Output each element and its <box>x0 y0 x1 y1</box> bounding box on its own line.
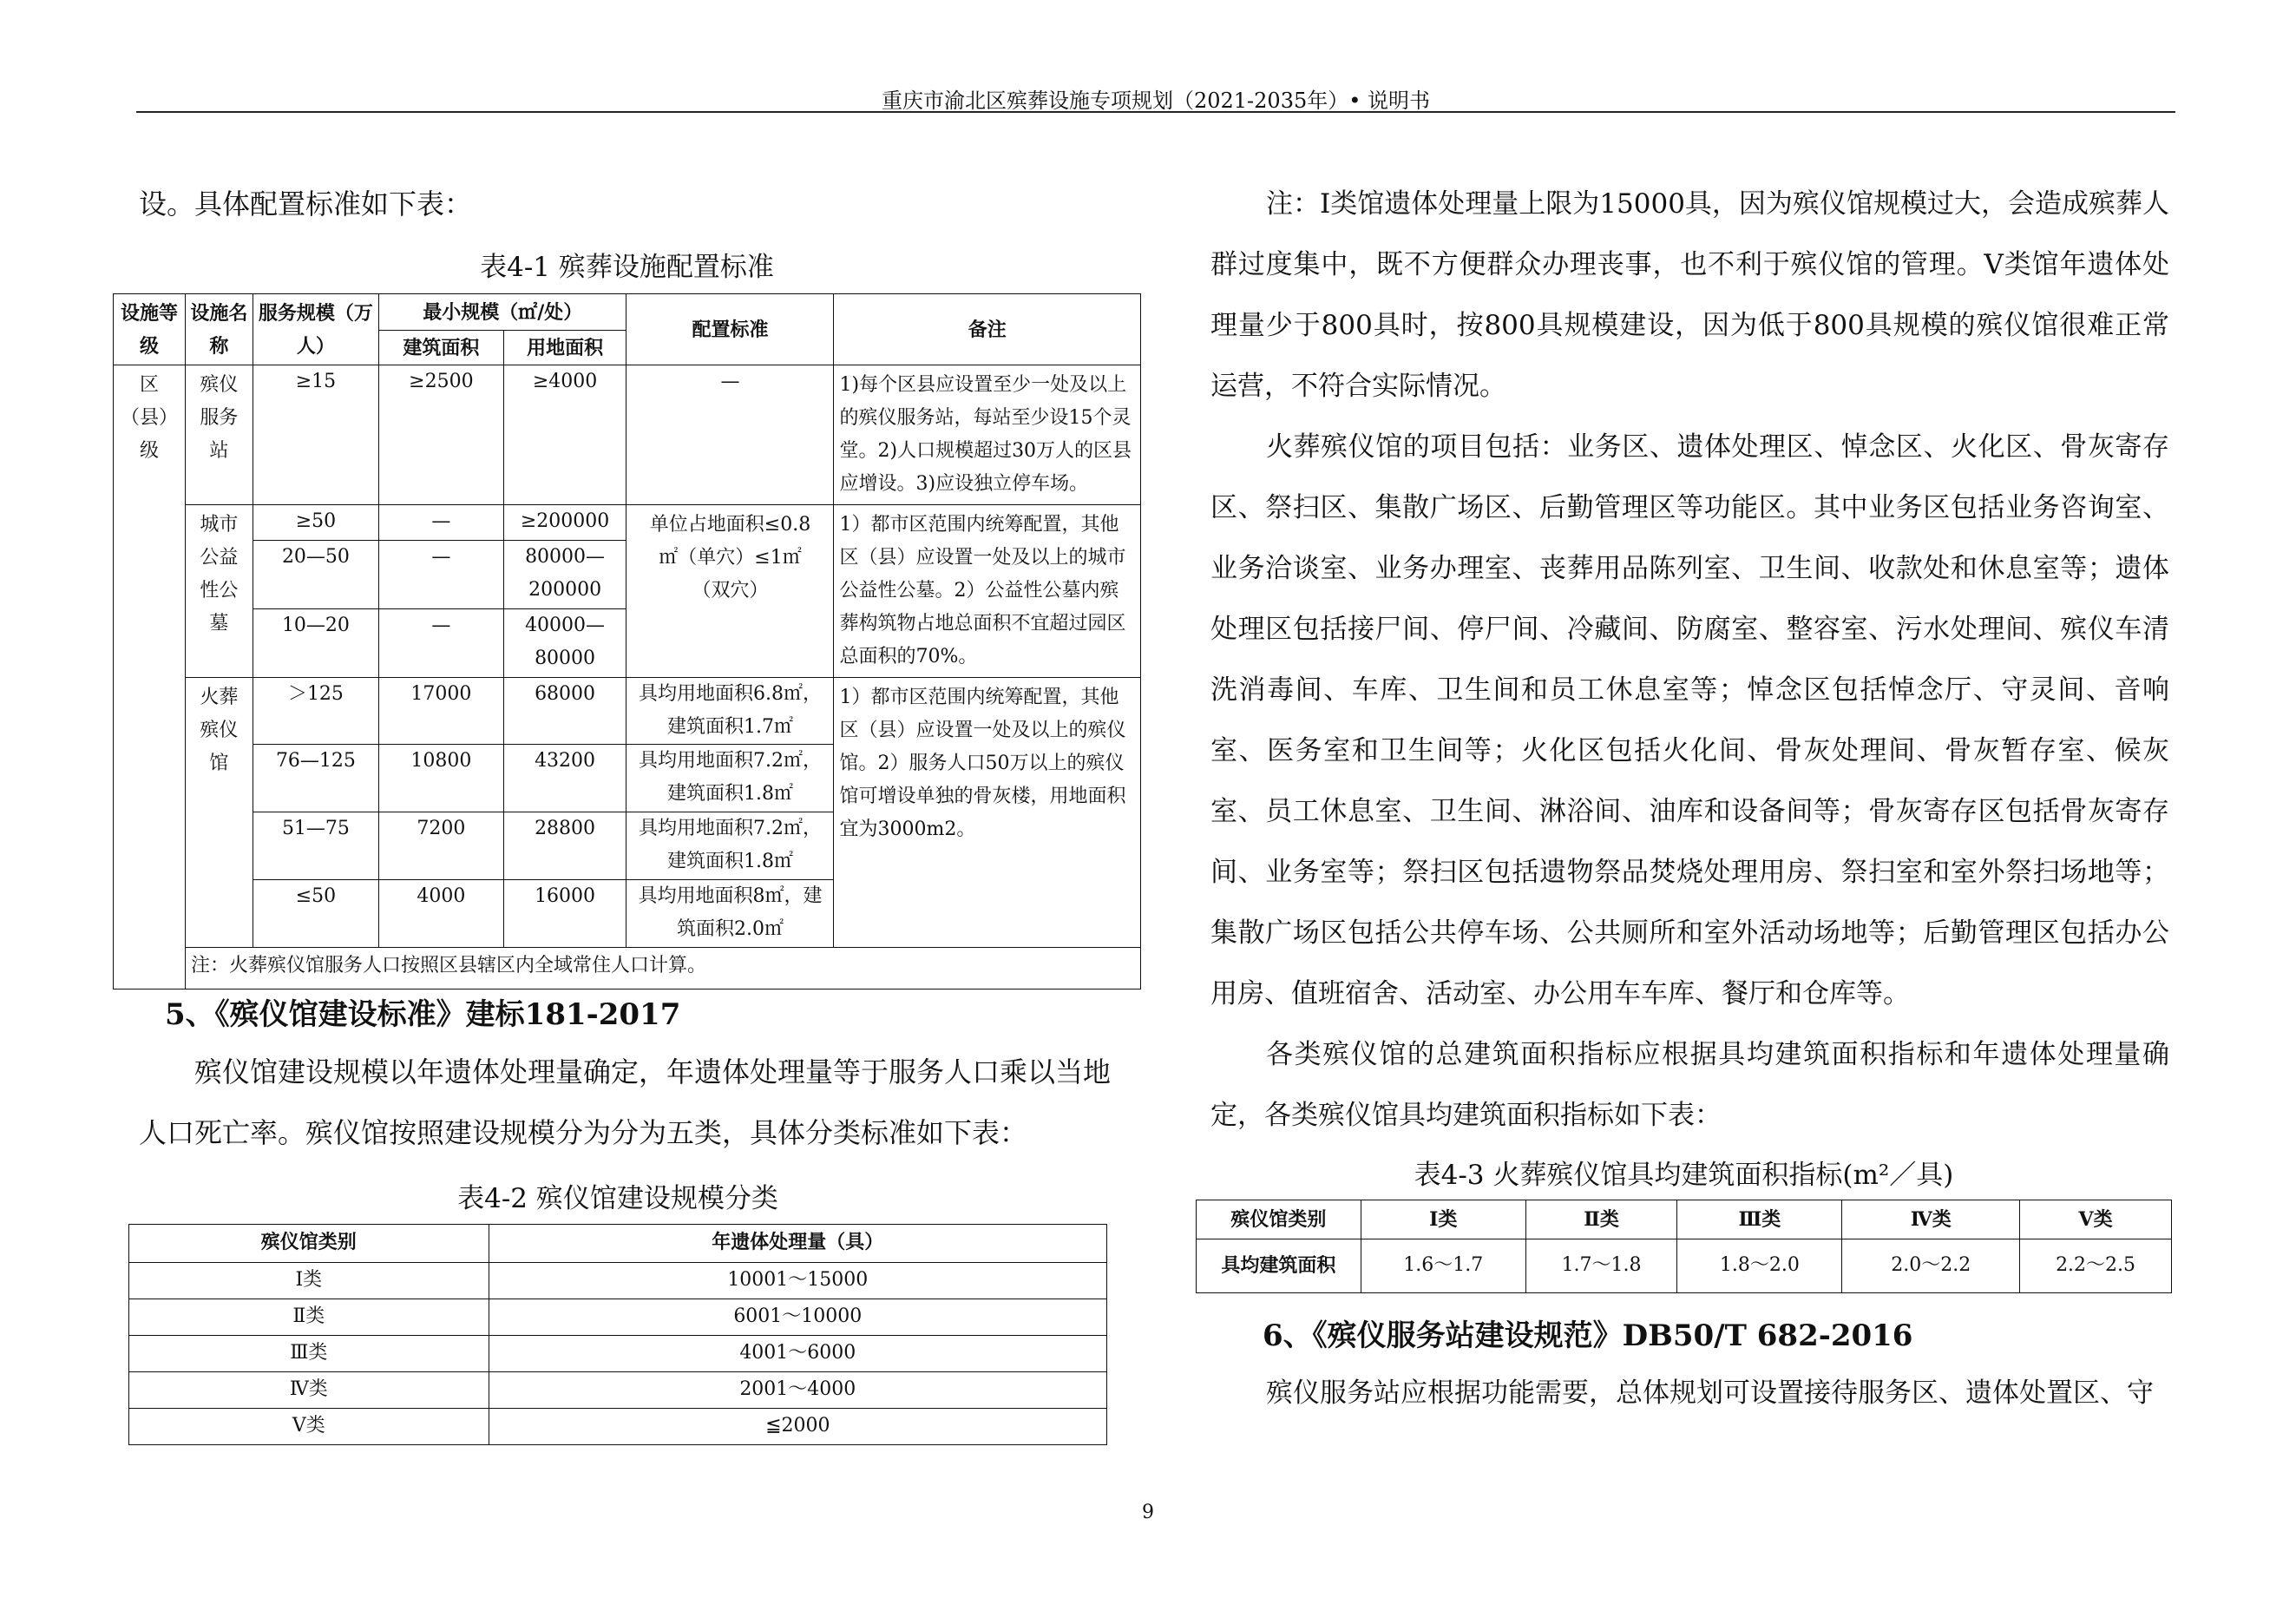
th-build-area: 建筑面积 <box>379 331 504 365</box>
t3-th-2: Ⅱ类 <box>1525 1200 1677 1239</box>
cell-g3-std-1 <box>626 745 834 812</box>
cell-g3-build-0: 17000 <box>379 678 504 745</box>
section5-para2: 人口死亡率。殡仪馆按照建设规模分为分为五类，具体分类标准如下表： <box>139 1116 1028 1149</box>
table3-caption: 表4-3 火葬殡仪馆具均建筑面积指标(m²／具) <box>1414 1160 1954 1191</box>
cell-g2-scale-1: 20—50 <box>253 540 378 608</box>
t3-th-1: Ⅰ类 <box>1361 1200 1525 1239</box>
t2-th-val: 年遗体处理量（具） <box>489 1225 1106 1263</box>
cell-g2-std <box>626 505 834 678</box>
cell-g3-std-0 <box>626 678 834 745</box>
scale-class-table <box>128 1224 1107 1445</box>
cell-g2-build-1: — <box>379 540 504 608</box>
cell-g1-land: ≥4000 <box>503 365 626 505</box>
t3-val-2: 1.7～1.8 <box>1525 1239 1677 1293</box>
cell-g1-name <box>186 365 253 505</box>
t3-th-5: Ⅴ类 <box>2020 1200 2172 1239</box>
cell-g3-scale-1: 76—125 <box>253 745 378 812</box>
right-note-para: 注：Ⅰ类馆遗体处理量上限为15000具，因为殡仪馆规模过大，会造成殡葬人群过度集中，既不方便群众办理丧事，也不利于殡仪馆的管理。Ⅴ类馆年遗体处理量少于800具时，按800具规模建设，因为低于800具规模的殡仪馆很难正常运营，不符合实际情况。 <box>1210 188 2169 402</box>
g2-land-1-text: 80000—200000 <box>525 545 606 601</box>
cell-g1-remark: 1)每个区县应设置至少一处及以上的殡仪服务站，每站至少设15个灵堂。2)人口规模超过30万人的区县应增设。3)应设独立停车场。 <box>834 365 1141 505</box>
th-standard: 配置标准 <box>626 294 834 365</box>
g3-std-0-text: 具均用地面积6.8㎡，建筑面积1.7㎡ <box>638 683 822 738</box>
t3-val-3: 1.8～2.0 <box>1677 1239 1842 1293</box>
right-para2: 火葬殡仪馆的项目包括：业务区、遗体处理区、悼念区、火化区、骨灰寄存区、祭扫区、集散广场区、后勤管理区等功能区。其中业务区包括业务咨询室、业务洽谈室、业务办理室、丧葬用品陈列室、卫生间、收款处和休息室等；遗体处理区包括接尸间、停尸间、冷藏间、防腐室、整容室、污水处理间、殡仪车清洗消毒间、车库、卫生间和员工休息室等；悼念区包括悼念厅、守灵间、音响室、医务室和卫生间等；火化区包括火化间、骨灰处理间、骨灰暂存室、候灰室、员工休息室、卫生间、淋浴间、油库和设备间等；骨灰寄存区包括骨灰寄存间、业务室等；祭扫区包括遗物祭品焚烧处理用房、祭扫室和室外祭扫场地等；集散广场区包括公共停车场、公共厕所和室外活动场地等；后勤管理区包括办公用房、值班宿舍、活动室、办公用车车库、餐厅和仓库等。 <box>1210 431 2169 1009</box>
table1-caption: 表4-1 殡葬设施配置标准 <box>480 252 774 283</box>
t3-val-1: 1.6～1.7 <box>1361 1239 1525 1293</box>
cell-g3-scale-0: ＞125 <box>253 678 378 745</box>
area-index-table <box>1196 1200 2172 1293</box>
th-name: 设施名称 <box>186 294 253 365</box>
right-para3: 各类殡仪馆的总建筑面积指标应根据具均建筑面积指标和年遗体处理量确定，各类殡仪馆具均建筑面积指标如下表： <box>1210 1039 2169 1131</box>
cell-g2-scale-2: 10—20 <box>253 608 378 677</box>
cell-g3-build-1: 10800 <box>379 745 504 812</box>
cell-g3-land-2: 28800 <box>503 812 626 880</box>
cell-g2-remark: 1）都市区范围内统筹配置，其他区（县）应设置一处及以上的城市公益性公墓。2）公益性公墓内殡葬构筑物占地总面积不宜超过园区总面积的70%。 <box>834 505 1141 678</box>
section5-title: 5、《殡仪馆建设标准》建标181-2017 <box>165 997 681 1032</box>
t2-val-3: 2001～4000 <box>489 1372 1106 1409</box>
cell-g3-land-1: 43200 <box>503 745 626 812</box>
cell-g1-std: — <box>626 365 834 505</box>
table1-note: 注：火葬殡仪馆服务人口按照区县辖区内全域常住人口计算。 <box>186 948 1141 990</box>
cell-g2-build-0: — <box>379 505 504 541</box>
section6-para: 殡仪服务站应根据功能需要，总体规划可设置接待服务区、遗体处置区、守 <box>1266 1377 2154 1409</box>
g3-std-1-text: 具均用地面积7.2㎡，建筑面积1.8㎡ <box>638 750 822 805</box>
g3-std-2-text: 具均用地面积7.2㎡，建筑面积1.8㎡ <box>638 818 822 872</box>
th-level: 设施等级 <box>114 294 186 365</box>
t2-cat-4: Ⅴ类 <box>129 1409 489 1445</box>
cell-g3-land-3: 16000 <box>503 880 626 948</box>
t2-val-1: 6001～10000 <box>489 1299 1106 1336</box>
t3-th-4: Ⅳ类 <box>1842 1200 2020 1239</box>
g3-std-3-text: 具均用地面积8㎡，建筑面积2.0㎡ <box>638 885 823 940</box>
cell-g3-build-3: 4000 <box>379 880 504 948</box>
cell-g3-scale-3: ≤50 <box>253 880 378 948</box>
t2-val-4: ≦2000 <box>489 1409 1106 1445</box>
th-remark: 备注 <box>834 294 1141 365</box>
table2-caption: 表4-2 殡仪馆建设规模分类 <box>457 1183 778 1214</box>
cell-g3-scale-2: 51—75 <box>253 812 378 880</box>
cell-g2-scale-0: ≥50 <box>253 505 378 541</box>
g3-name-text: 火葬殡仪馆 <box>200 687 239 774</box>
g2-std-text: 单位占地面积≤0.8㎡（单穴）≤1㎡（双穴） <box>649 514 811 602</box>
header-rule <box>136 111 2175 113</box>
facility-config-table <box>113 293 1141 990</box>
t3-val-4: 2.0～2.2 <box>1842 1239 2020 1293</box>
intro-text: 设。具体配置标准如下表： <box>139 187 473 220</box>
g2-land-2-text: 40000—80000 <box>525 614 606 669</box>
th-land-area: 用地面积 <box>503 331 626 365</box>
cell-g2-build-2: — <box>379 608 504 677</box>
cell-g2-land-1 <box>503 540 626 608</box>
cell-g2-land-2 <box>503 608 626 677</box>
cell-g3-build-2: 7200 <box>379 812 504 880</box>
g2-name-text: 城市公益性公墓 <box>200 514 239 634</box>
cell-g3-name <box>186 678 253 948</box>
t2-cat-0: Ⅰ类 <box>129 1263 489 1299</box>
cell-g3-remark: 1）都市区范围内统筹配置，其他区（县）应设置一处及以上的殡仪馆。2）服务人口50万以上的殡仪馆可增设单独的骨灰楼，用地面积宜为3000m2。 <box>834 678 1141 948</box>
level-text: 区（县）级 <box>121 374 179 462</box>
t3-val-5: 2.2～2.5 <box>2020 1239 2172 1293</box>
cell-g2-land-0: ≥200000 <box>503 505 626 541</box>
th-min-scale: 最小规模（㎡/处） <box>379 294 626 331</box>
g1-name-text: 殡仪服务站 <box>200 374 239 462</box>
page-header: 重庆市渝北区殡葬设施专项规划（2021-2035年）• 说明书 <box>881 89 1431 113</box>
t2-val-0: 10001～15000 <box>489 1263 1106 1299</box>
t2-th-cat: 殡仪馆类别 <box>129 1225 489 1263</box>
section5-para1: 殡仪馆建设规模以年遗体处理量确定，年遗体处理量等于服务人口乘以当地 <box>194 1055 1112 1088</box>
t2-cat-2: Ⅲ类 <box>129 1336 489 1372</box>
t3-th-3: Ⅲ类 <box>1677 1200 1842 1239</box>
page-number: 9 <box>1142 1502 1154 1523</box>
t2-val-2: 4001～6000 <box>489 1336 1106 1372</box>
t2-cat-1: Ⅱ类 <box>129 1299 489 1336</box>
cell-g1-scale: ≥15 <box>253 365 378 505</box>
cell-g3-land-0: 68000 <box>503 678 626 745</box>
cell-g3-std-2 <box>626 812 834 880</box>
t2-cat-3: Ⅳ类 <box>129 1372 489 1409</box>
t3-row-label: 具均建筑面积 <box>1197 1239 1361 1293</box>
cell-g3-std-3 <box>626 880 834 948</box>
cell-g2-name <box>186 505 253 678</box>
section6-title: 6、《殡仪服务站建设规范》DB50/T 682-2016 <box>1263 1318 1913 1353</box>
t3-th-cat: 殡仪馆类别 <box>1197 1200 1361 1239</box>
cell-level <box>114 365 186 990</box>
th-scale: 服务规模（万人） <box>253 294 378 365</box>
cell-g1-build: ≥2500 <box>379 365 504 505</box>
